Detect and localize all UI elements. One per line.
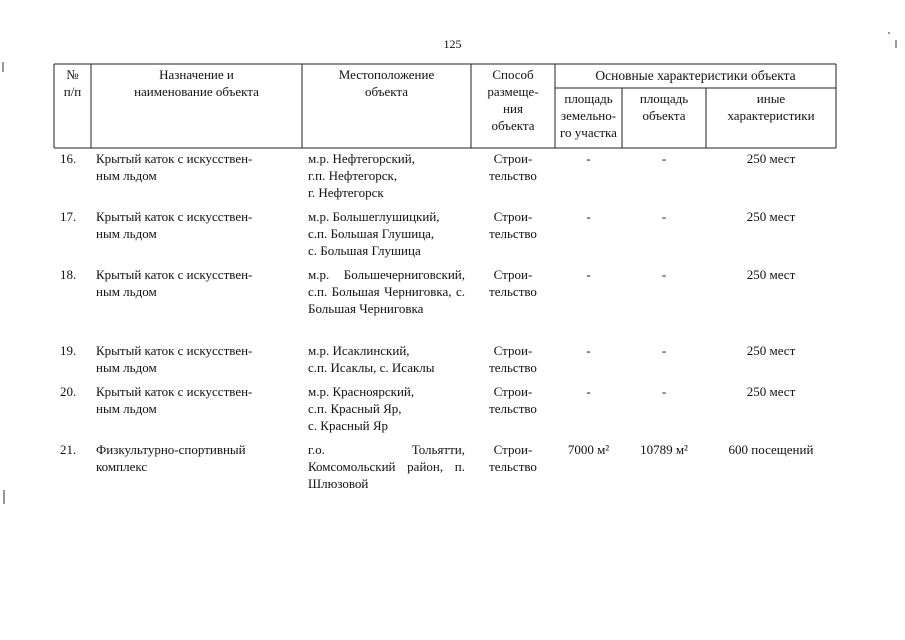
other-characteristics: 250 мест xyxy=(746,151,796,166)
placement-method: Строи- тельство xyxy=(489,151,537,183)
object-name: Крытый каток с искусствен- ным льдом xyxy=(96,267,253,299)
header-method: Способ размеще- ния объекта xyxy=(487,67,539,133)
land-area: - xyxy=(586,209,591,224)
object-name: Крытый каток с искусствен- ным льдом xyxy=(96,209,253,241)
object-location: м.р. Большеглушицкий, с.п. Большая Глушица, с. Большая Глушица xyxy=(308,209,440,258)
row-number: 20. xyxy=(60,384,77,399)
row-number: 16. xyxy=(60,151,77,166)
header-main-characteristics: Основные характеристики объекта xyxy=(595,68,796,83)
scan-mark xyxy=(3,490,5,504)
placement-method: Строи- тельство xyxy=(489,343,537,375)
header-object-area: площадь объекта xyxy=(639,91,689,123)
placement-method: Строи- тельство xyxy=(489,209,537,241)
header-land-area: площадь земельно- го участка xyxy=(560,91,617,140)
object-area: - xyxy=(661,209,667,224)
header-other: иные характеристики xyxy=(727,91,815,123)
object-name: Крытый каток с искусствен- ным льдом xyxy=(96,343,253,375)
object-location: м.р. Красноярский, с.п. Красный Яр, с. Красный Яр xyxy=(308,384,415,433)
other-characteristics: 600 посещений xyxy=(728,442,814,457)
scan-mark xyxy=(895,40,897,48)
land-area: 7000 м² xyxy=(567,442,610,457)
placement-method: Строи- тельство xyxy=(489,442,537,474)
scan-mark xyxy=(888,32,890,34)
object-location: м.р. Исаклинский, с.п. Исаклы, с. Исаклы xyxy=(308,343,435,375)
row-number: 21. xyxy=(60,442,77,457)
row-number: 17. xyxy=(60,209,77,224)
other-characteristics: 250 мест xyxy=(746,209,796,224)
object-area: - xyxy=(661,267,667,282)
object-name: Крытый каток с искусствен- ным льдом xyxy=(96,384,253,416)
page-number: 125 xyxy=(443,37,462,51)
scan-mark xyxy=(2,62,4,72)
placement-method: Строи- тельство xyxy=(489,267,537,299)
object-area: - xyxy=(661,384,667,399)
row-number: 19. xyxy=(60,343,77,358)
header-name: Назначение и наименование объекта xyxy=(134,67,259,99)
land-area: - xyxy=(586,267,591,282)
row-number: 18. xyxy=(60,267,77,282)
object-location: г.о. Тольятти, Комсомольский район, п. Шлюзовой xyxy=(308,442,465,491)
object-area: - xyxy=(661,343,667,358)
other-characteristics: 250 мест xyxy=(746,343,796,358)
header-num: № п/п xyxy=(63,67,82,99)
other-characteristics: 250 мест xyxy=(746,267,796,282)
land-area: - xyxy=(586,384,591,399)
land-area: - xyxy=(586,151,591,166)
object-name: Физкультурно-спортивный комплекс xyxy=(96,442,246,474)
land-area: - xyxy=(586,343,591,358)
object-location: м.р. Большечерниговский, с.п. Большая Черниговка, с. Большая Черниговка xyxy=(308,267,465,316)
header-location: Местоположение объекта xyxy=(338,67,435,99)
object-name: Крытый каток с искусствен- ным льдом xyxy=(96,151,253,183)
object-location: м.р. Нефтегорский, г.п. Нефтегорск, г. Нефтегорск xyxy=(308,151,415,200)
placement-method: Строи- тельство xyxy=(489,384,537,416)
object-area: - xyxy=(661,151,667,166)
object-area: 10789 м² xyxy=(640,442,688,457)
other-characteristics: 250 мест xyxy=(746,384,796,399)
